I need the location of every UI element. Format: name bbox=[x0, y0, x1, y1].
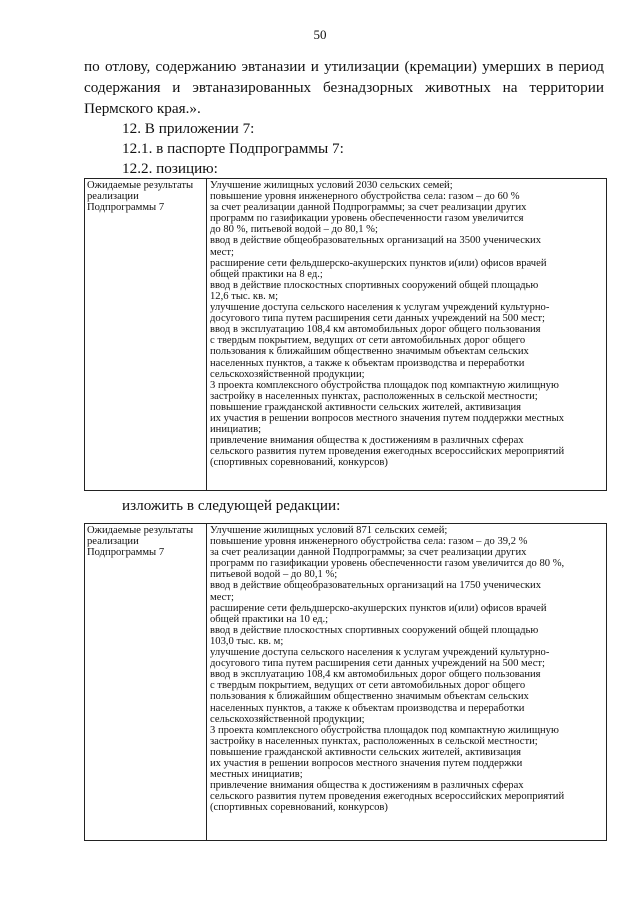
content-line: застройку в населенных пунктах, расположенных в сельской местности; bbox=[210, 390, 538, 402]
content-line: повышение гражданской активности сельских жителей, активизация bbox=[210, 401, 522, 413]
intro-line: Пермского края.». bbox=[84, 100, 201, 117]
content-line: ввод в действие плоскостных спортивных сооружений общей площадью bbox=[210, 624, 539, 636]
label-line: Подпрограммы 7 bbox=[87, 202, 165, 214]
content-line: до 80 %, питьевой водой – до 80,1 %; bbox=[210, 224, 378, 236]
content-line: с твердым покрытием, ведущих от сети автомобильных дорог общего bbox=[210, 335, 526, 347]
content-line: 12,6 тыс. кв. м; bbox=[210, 290, 279, 302]
content-line: местных инициатив; bbox=[210, 769, 303, 781]
content-line: сельскохозяйственной продукции; bbox=[210, 713, 365, 725]
page-number: 50 bbox=[313, 27, 327, 42]
list-item: 12.1. в паспорте Подпрограммы 7: bbox=[122, 140, 344, 157]
label-line: реализации bbox=[87, 191, 139, 203]
content-line: улучшение доступа сельского населения к услугам учреждений культурно- bbox=[210, 302, 550, 314]
content-line: (спортивных соревнований, конкурсов) bbox=[210, 802, 388, 814]
content-line: их участия в решении вопросов местного значения путем поддержки местных bbox=[210, 412, 565, 424]
content-line: пользования к ближайшим общественно значимым объектам сельских bbox=[210, 691, 529, 703]
content-line: повышение гражданской активности сельских жителей, активизация bbox=[210, 746, 522, 758]
content-line: программ по газификации уровень обеспеченности газом увеличится до 80 %, bbox=[210, 558, 565, 570]
new-position-table bbox=[84, 523, 607, 841]
content-line: расширение сети фельдшерско-акушерских пунктов и(или) офисов врачей bbox=[210, 257, 547, 269]
intro-line: по отлову, содержанию эвтаназии и утилизации (кремации) умерших в период bbox=[84, 58, 604, 75]
content-line: сельскохозяйственной продукции; bbox=[210, 368, 365, 380]
intro-line: содержания и эвтаназированных безнадзорных животных на территории bbox=[84, 79, 604, 96]
content-line: за счет реализации данной Подпрограммы; за счет реализации других bbox=[210, 202, 527, 214]
old-position-table bbox=[84, 178, 607, 491]
content-line: застройку в населенных пунктах, расположенных в сельской местности; bbox=[210, 735, 538, 747]
content-line: досугового типа путем расширения сети данных учреждений на 500 мест; bbox=[210, 313, 545, 325]
content-line: досугового типа путем расширения сети данных учреждений на 500 мест; bbox=[210, 658, 545, 670]
label-line: реализации bbox=[87, 536, 139, 548]
content-line: программ по газификации уровень обеспеченности газом увеличится bbox=[210, 213, 524, 225]
list-item: 12. В приложении 7: bbox=[122, 120, 255, 137]
content-line: привлечение внимания общества к достижениям в различных сферах bbox=[210, 780, 524, 792]
content-line: их участия в решении вопросов местного значения путем поддержки bbox=[210, 757, 523, 769]
label-line: Ожидаемые результаты bbox=[87, 525, 194, 536]
content-line: Улучшение жилищных условий 2030 сельских семей; bbox=[210, 180, 453, 191]
content-line: населенных пунктов, а также к объектам производства и переработки bbox=[210, 702, 525, 714]
content-line: общей практики на 8 ед.; bbox=[210, 268, 323, 280]
content-line: повышение уровня инженерного обустройства села: газом – до 39,2 % bbox=[210, 536, 528, 548]
content-line: Улучшение жилищных условий 871 сельских семей; bbox=[210, 525, 448, 536]
content-line: общей практики на 10 ед.; bbox=[210, 613, 329, 625]
content-line: (спортивных соревнований, конкурсов) bbox=[210, 457, 388, 469]
content-line: мест; bbox=[210, 591, 234, 603]
content-line: ввод в эксплуатацию 108,4 км автомобильных дорог общего пользования bbox=[210, 324, 541, 336]
table-label-cell bbox=[85, 179, 207, 490]
label-line: Ожидаемые результаты bbox=[87, 180, 194, 191]
content-line: мест; bbox=[210, 246, 234, 258]
content-line: 3 проекта комплексного обустройства площадок под компактную жилищную bbox=[210, 379, 559, 391]
content-line: сельского развития путем проведения ежегодных всероссийских мероприятий bbox=[210, 791, 565, 803]
content-line: ввод в действие общеобразовательных организаций на 1750 ученических bbox=[210, 580, 542, 592]
redaction-heading: изложить в следующей редакции: bbox=[122, 497, 341, 514]
content-line: привлечение внимания общества к достижениям в различных сферах bbox=[210, 435, 524, 447]
content-line: питьевой водой – до 80,1 %; bbox=[210, 569, 338, 581]
table-label-cell bbox=[85, 524, 207, 840]
content-line: расширение сети фельдшерско-акушерских пунктов и(или) офисов врачей bbox=[210, 602, 547, 614]
label-line: Подпрограммы 7 bbox=[87, 547, 165, 559]
table-content-cell bbox=[207, 179, 606, 490]
content-line: повышение уровня инженерного обустройства села: газом – до 60 % bbox=[210, 191, 520, 203]
content-line: с твердым покрытием, ведущих от сети автомобильных дорог общего bbox=[210, 680, 526, 692]
intro-paragraph bbox=[84, 56, 604, 119]
content-line: ввод в действие общеобразовательных организаций на 3500 ученических bbox=[210, 235, 542, 247]
content-line: населенных пунктов, а также к объектам производства и переработки bbox=[210, 357, 525, 369]
list-item: 12.2. позицию: bbox=[122, 160, 218, 177]
content-line: улучшение доступа сельского населения к услугам учреждений культурно- bbox=[210, 647, 550, 659]
table-content-cell bbox=[207, 524, 606, 840]
content-line: пользования к ближайшим общественно значимым объектам сельских bbox=[210, 346, 529, 358]
content-line: ввод в эксплуатацию 108,4 км автомобильных дорог общего пользования bbox=[210, 669, 541, 681]
content-line: сельского развития путем проведения ежегодных всероссийских мероприятий bbox=[210, 446, 565, 458]
content-line: ввод в действие плоскостных спортивных сооружений общей площадью bbox=[210, 279, 539, 291]
content-line: 3 проекта комплексного обустройства площадок под компактную жилищную bbox=[210, 724, 559, 736]
content-line: инициатив; bbox=[210, 424, 262, 436]
content-line: 103,0 тыс. кв. м; bbox=[210, 635, 284, 647]
content-line: за счет реализации данной Подпрограммы; за счет реализации других bbox=[210, 547, 527, 559]
amendment-list bbox=[122, 119, 344, 179]
